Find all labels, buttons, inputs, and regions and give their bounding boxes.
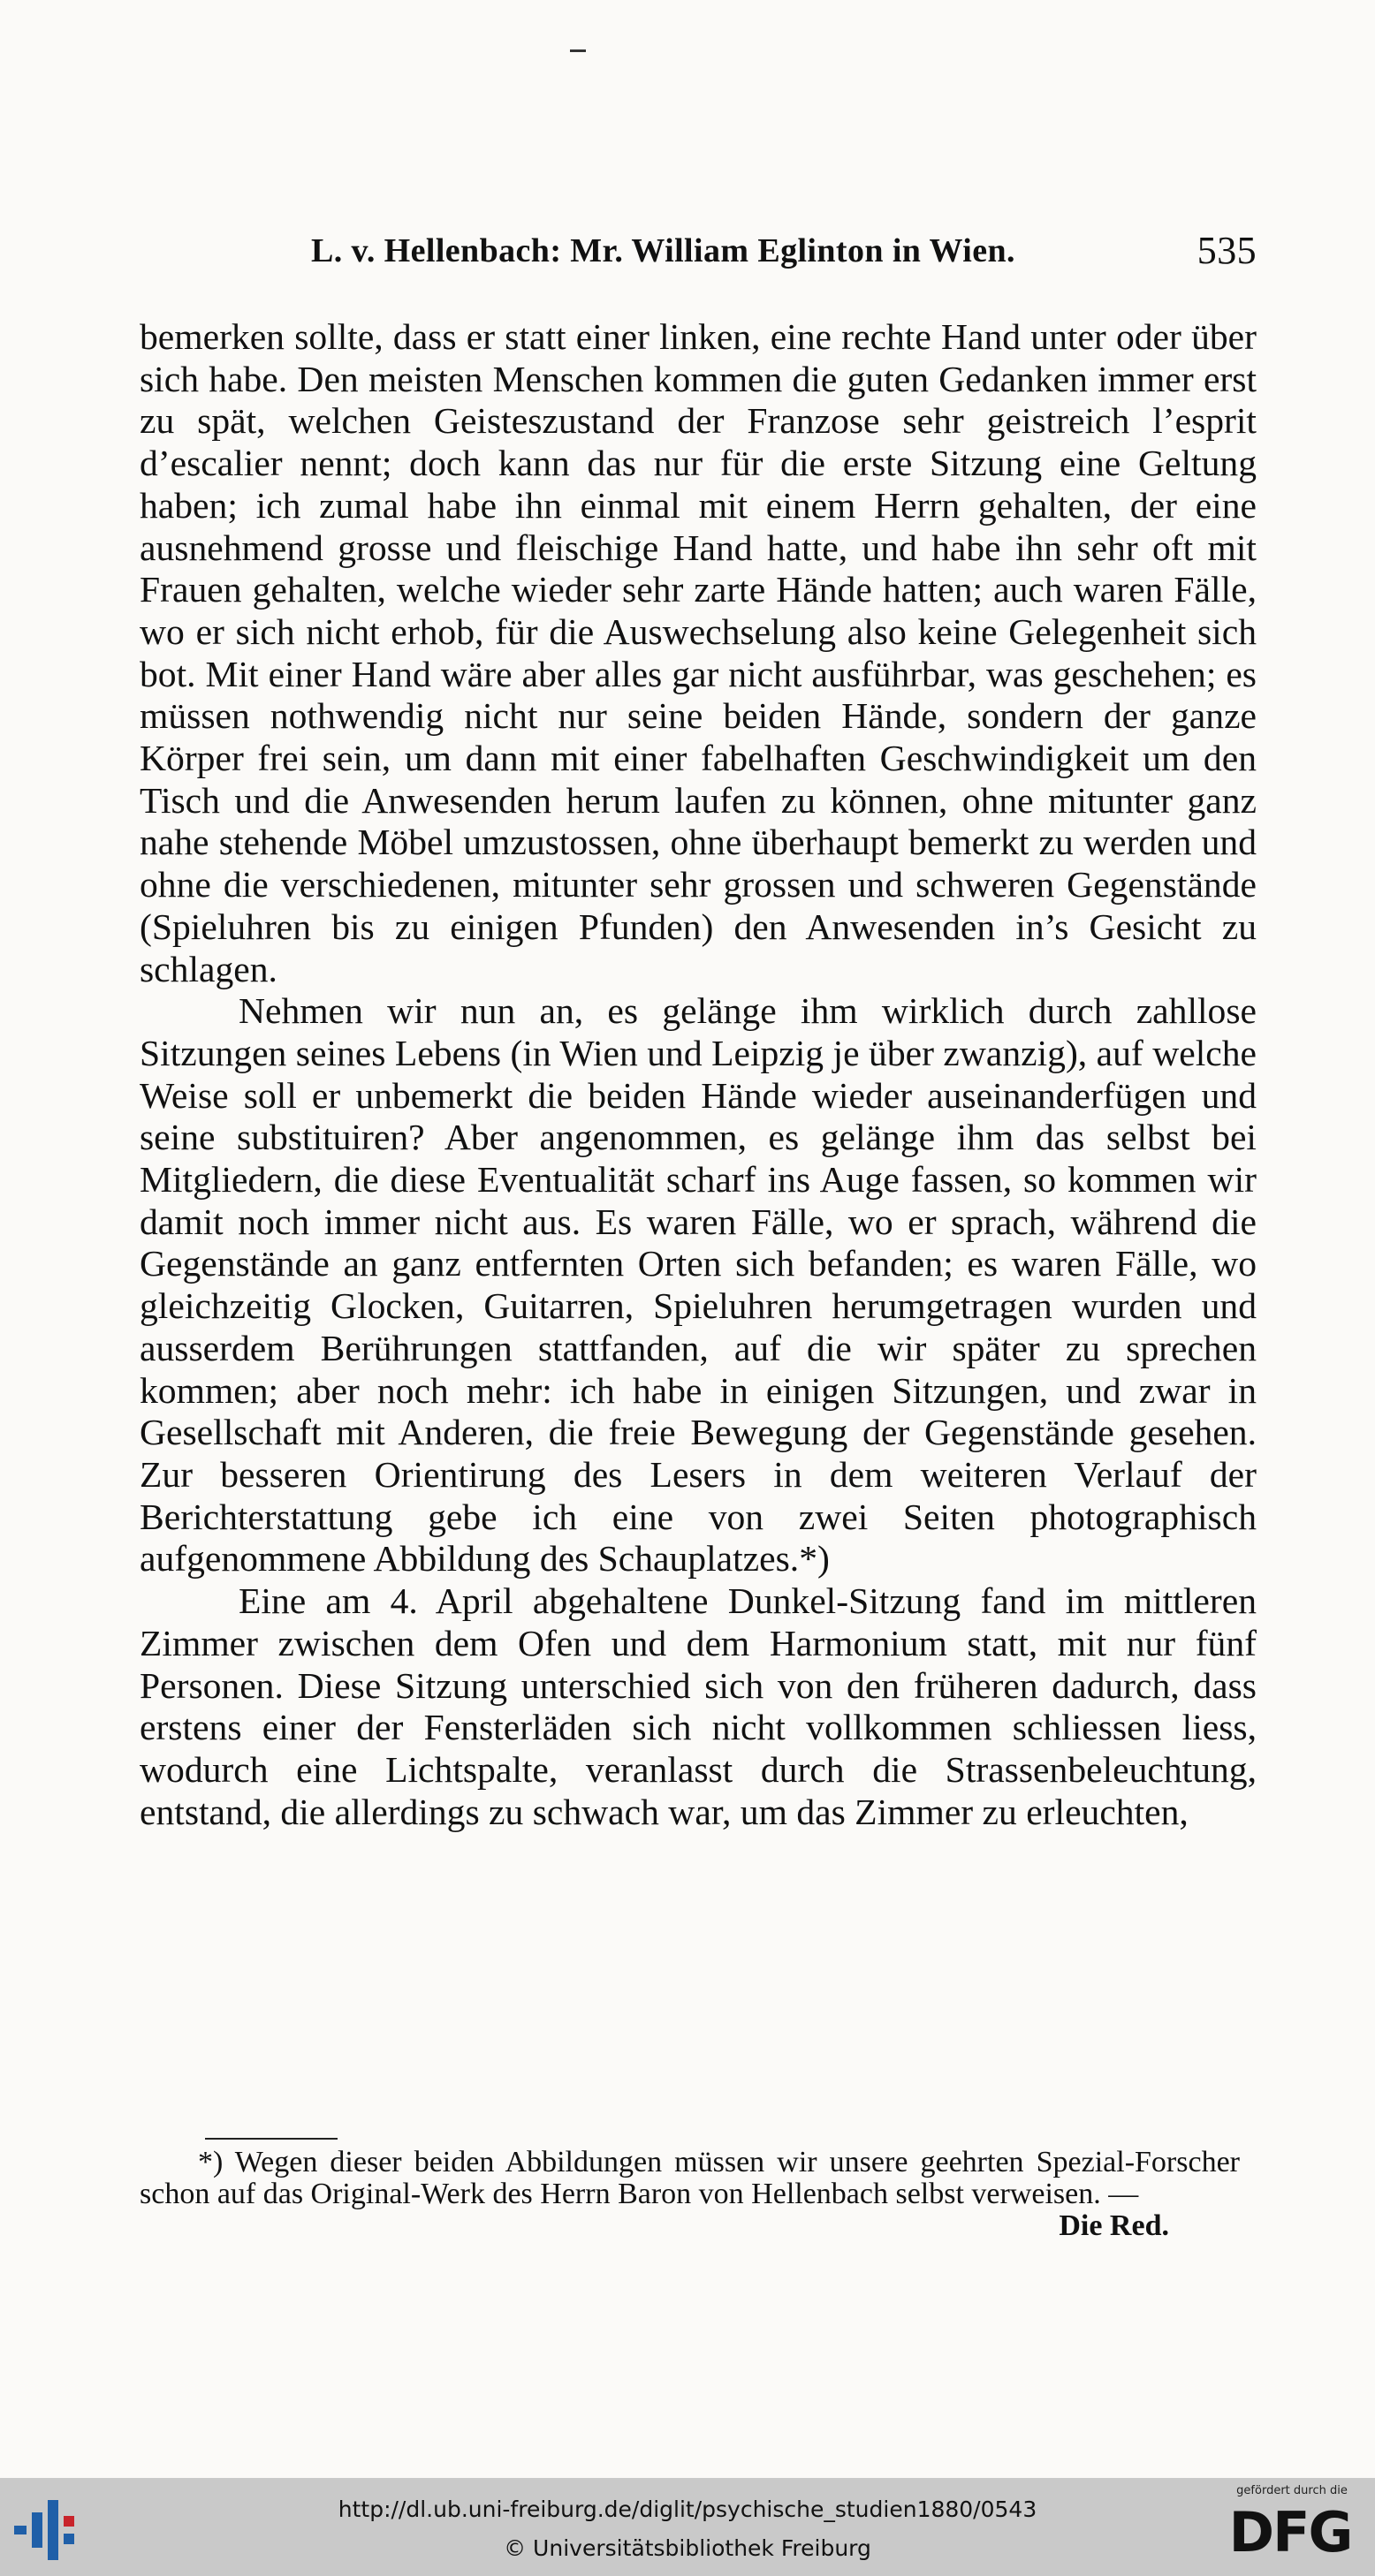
running-head	[311, 231, 1257, 276]
running-head-title: L. v. Hellenbach: Mr. William Eglinton in Wien.	[311, 232, 1015, 269]
footnote-text: *) Wegen dieser beiden Abbildungen müssen wir unsere geehrten Spezial-Forscher schon auf das Original-Werk des Herrn Baron von Hellenbach selbst verweisen. —	[140, 2146, 1240, 2210]
paragraph-1: bemerken sollte, dass er statt einer linken, eine rechte Hand unter oder über sich habe. Den meisten Menschen kommen die guten Gedanken immer erst zu spät, welchen Geisteszustand der Franzose sehr geistreich l’esprit d’escalier nennt; doch kann das nur für die erste Sitzung eine Geltung haben; ich zumal habe ihn einmal mit einem Herrn gehalten, der eine ausnehmend grosse und fleischige Hand hatte, und habe ihn sehr oft mit Frauen gehalten, welche wieder sehr zarte Hände hatten; auch waren Fälle, wo er sich nicht erhob, für die Auswechselung also keine Gelegenheit sich bot. Mit einer Hand wäre aber alles gar nicht ausführbar, was geschehen; es müssen nothwendig nicht nur seine beiden Hände, sondern der ganze Körper frei sein, um dann mit einer fabelhaften Geschwindigkeit um den Tisch und die Anwesenden herum laufen zu können, ohne mitunter ganz nahe stehende Möbel umzustossen, ohne überhaupt bemerkt zu werden und ohne die verschiedenen, mitunter sehr grossen und schweren Gegenstände (Spieluhren bis zu einigen Pfunden) den Anwesenden in’s Gesicht zu schlagen.	[140, 316, 1257, 989]
footnote-divider	[205, 2138, 338, 2140]
page-number: 535	[1196, 229, 1257, 272]
copyright-notice: © Universitätsbibliothek Freiburg	[504, 2535, 871, 2561]
body-text	[140, 316, 1257, 1833]
funding-note: gefördert durch die	[1236, 2484, 1348, 2497]
footnote	[140, 2147, 1240, 2242]
dfg-logo-icon	[1209, 2500, 1371, 2562]
viewer-footer	[0, 2478, 1375, 2576]
paragraph-2: Nehmen wir nun an, es gelänge ihm wirklich durch zahllose Sitzungen seines Lebens (in Wien und Leipzig je über zwanzig), auf welche Weise soll er unbemerkt die beiden Hände wieder auseinanderfügen und seine substituiren? Aber angenommen, es gelänge ihm das selbst bei Mitgliedern, die diese Eventualität scharf ins Auge fassen, so kommen wir damit noch immer nicht aus. Es waren Fälle, wo er sprach, während die Gegenstände an ganz entfernten Orten sich befanden; es waren Fälle, wo gleichzeitig Glocken, Guitarren, Spieluhren herumgetragen wurden und ausserdem Berührungen stattfanden, auf die wir später zu sprechen kommen; aber noch mehr: ich habe in einigen Sitzungen, und zwar in Gesellschaft mit Anderen, die freie Bewegung der Gegenstände gesehen. Zur besseren Orientirung des Lesers in dem weiteren Verlauf der Berichterstattung gebe ich eine von zwei Seiten photographisch aufgenommene Abbildung des Schauplatzes.*)	[140, 990, 1257, 1580]
paragraph-3: Eine am 4. April abgehaltene Dunkel-Sitzung fand im mittleren Zimmer zwischen dem Ofen und dem Harmonium statt, mit nur fünf Personen. Diese Sitzung unterschied sich von den früheren dadurch, dass erstens einer der Fensterläden sich nicht vollkommen schliessen liess, wodurch eine Lichtspalte, veranlasst durch die Strassenbeleuchtung, entstand, die allerdings zu schwach war, um das Zimmer zu erleuchten,	[140, 1580, 1257, 1832]
document-url: http://dl.ub.uni-freiburg.de/diglit/psychische_studien1880/0543	[338, 2496, 1037, 2522]
footnote-signature: Die Red.	[1059, 2209, 1169, 2242]
dfg-logo-text: DFG	[1228, 2500, 1352, 2562]
scan-mark	[570, 49, 586, 52]
